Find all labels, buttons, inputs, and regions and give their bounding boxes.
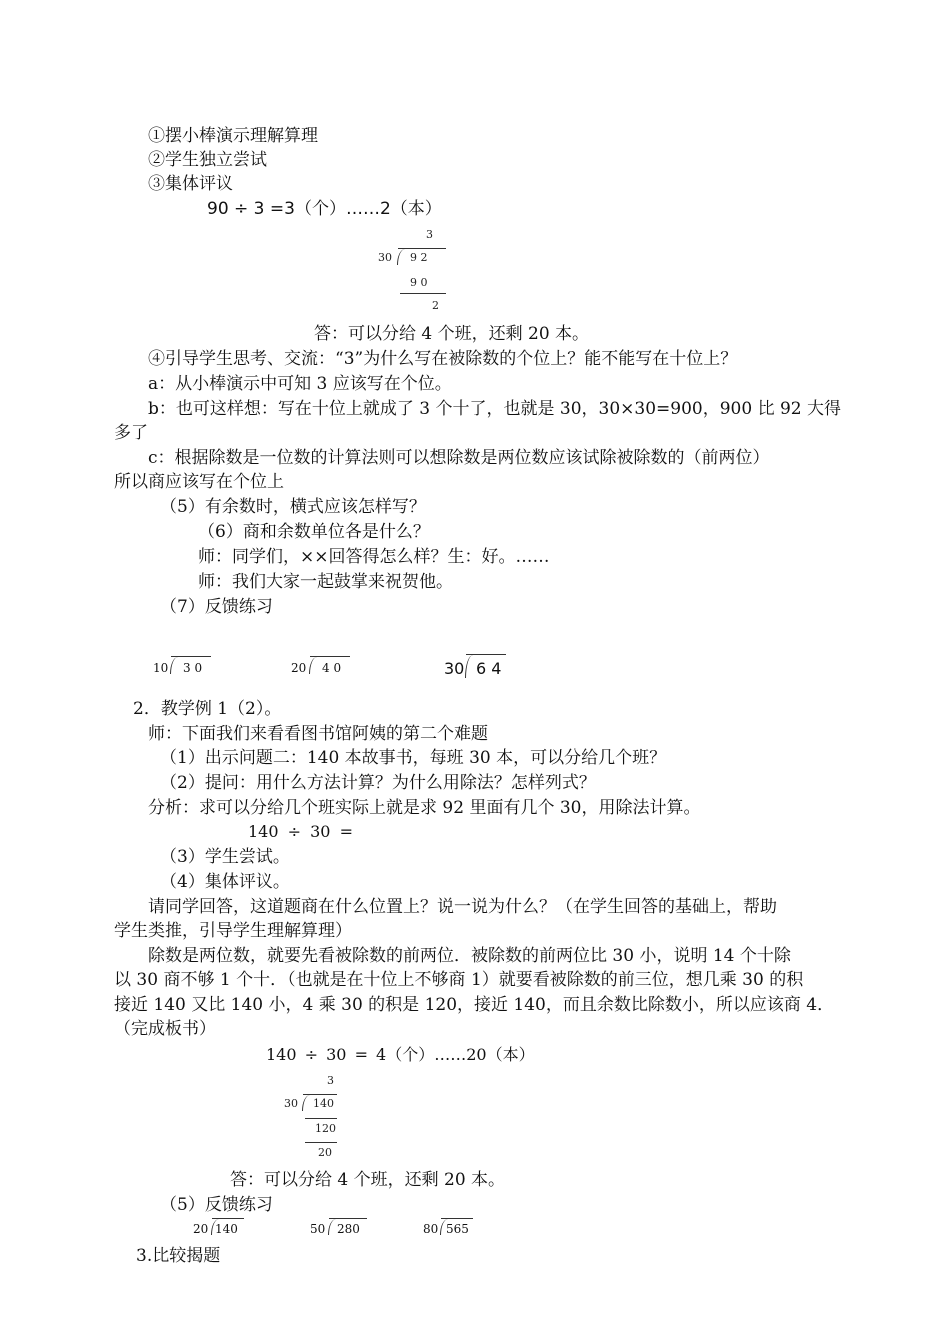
exercise-divisor: 20	[291, 661, 307, 675]
text-line: （7）反馈练习	[160, 597, 273, 617]
quotient: 3	[426, 228, 433, 241]
subtraction-line	[305, 1142, 337, 1143]
text-line: （2）提问：用什么方法计算？为什么用除法？怎样列式？	[160, 773, 596, 793]
text-line: ④引导学生思考、交流：“3”为什么写在被除数的个位上？能不能写在十位上？	[148, 349, 738, 369]
text-line: 师：同学们，××回答得怎么样？生：好。……	[198, 547, 550, 567]
vinculum	[303, 1094, 337, 1095]
equation: 140 ÷ 30 = 4（个）……20（本）	[266, 1045, 535, 1064]
exercise-dividend: 280	[337, 1222, 360, 1236]
division-bracket	[170, 657, 179, 674]
remainder: 20	[318, 1146, 332, 1159]
vinculum	[398, 248, 446, 249]
division-bracket	[397, 249, 406, 265]
exercise-dividend: 6 4	[476, 659, 502, 678]
exercise-divisor: 20	[193, 1222, 209, 1236]
remainder: 2	[432, 299, 439, 312]
division-bracket	[309, 657, 318, 674]
vinculum	[441, 1218, 473, 1219]
divisor: 30	[378, 251, 392, 264]
text-line: （3）学生尝试。	[160, 847, 290, 867]
text-line: a：从小棒演示中可知 3 应该写在个位。	[148, 374, 452, 394]
subtraction-line	[305, 1118, 337, 1119]
equation: 90 ÷ 3 =3（个）……2（本）	[207, 199, 442, 219]
quotient: 3	[327, 1074, 334, 1087]
exercise-divisor: 80	[423, 1222, 439, 1236]
dividend: 140	[313, 1097, 334, 1110]
exercise-dividend: 140	[215, 1222, 238, 1236]
section-heading: 3.比较揭题	[136, 1246, 221, 1266]
text-line: 学生类推，引导学生理解算理）	[114, 921, 352, 941]
exercise-dividend: 3 0	[183, 661, 203, 675]
text-line: （5）有余数时，横式应该怎样写？	[160, 497, 426, 517]
equation: 140 ÷ 30 =	[248, 822, 353, 841]
dividend: 9 2	[410, 251, 428, 264]
text-line: （6）商和余数单位各是什么？	[198, 522, 430, 542]
answer: 答：可以分给 4 个班，还剩 20 本。	[314, 324, 590, 344]
section-heading: 2．教学例 1（2）。	[133, 699, 282, 719]
text-line: 请同学回答，这道题商在什么位置上？说一说为什么？（在学生回答的基础上，帮助	[148, 897, 777, 917]
division-bracket	[465, 655, 474, 678]
text-line: 所以商应该写在个位上	[114, 472, 284, 492]
vinculum	[466, 654, 506, 655]
divisor: 30	[284, 1097, 298, 1110]
text-line: 分析：求可以分给几个班实际上就是求 92 里面有几个 30，用除法计算。	[148, 798, 701, 818]
subtraction-line	[400, 293, 446, 294]
text-line: （5）反馈练习	[160, 1195, 273, 1215]
exercise-dividend: 4 0	[322, 661, 342, 675]
vinculum	[212, 1218, 244, 1219]
text-line: 除数是两位数，就要先看被除数的前两位．被除数的前两位比 30 小，说明 14 个十除	[148, 946, 791, 966]
text-line: （4）集体评议。	[160, 872, 290, 892]
exercise-dividend: 565	[446, 1222, 469, 1236]
text-line: 师：我们大家一起鼓掌来祝贺他。	[198, 572, 453, 592]
text-line: 以 30 商不够 1 个十．（也就是在十位上不够商 1）就要看被除数的前三位，想几乘 30 的积	[114, 970, 804, 990]
product: 120	[315, 1122, 336, 1135]
exercise-divisor: 10	[153, 661, 169, 675]
step-line: ①摆小棒演示理解算理	[148, 126, 318, 146]
exercise-divisor: 30	[444, 659, 465, 678]
text-line: （1）出示问题二：140 本故事书，每班 30 本，可以分给几个班？	[160, 748, 667, 768]
vinculum	[171, 656, 211, 657]
text-line: 师：下面我们来看看图书馆阿姨的第二个难题	[148, 724, 488, 744]
text-line: 接近 140 又比 140 小，4 乘 30 的积是 120，接近 140，而且余数比除数小，所以应该商 4．	[114, 995, 835, 1015]
step-line: ②学生独立尝试	[148, 150, 267, 170]
answer: 答：可以分给 4 个班，还剩 20 本。	[230, 1170, 506, 1190]
text-line: 多了	[114, 423, 148, 443]
text-line: b：也可这样想：写在十位上就成了 3 个十了，也就是 30，30×30=900，900 比 92 大得	[148, 399, 842, 419]
vinculum	[329, 1218, 367, 1219]
text-line: c：根据除数是一位数的计算法则可以想除数是两位数应该试除被除数的（前两位）	[148, 448, 770, 468]
division-bracket	[328, 1219, 337, 1235]
division-bracket	[302, 1095, 311, 1111]
exercise-divisor: 50	[310, 1222, 326, 1236]
vinculum	[310, 656, 350, 657]
product: 9 0	[410, 276, 428, 289]
text-line: （完成板书）	[114, 1019, 216, 1039]
step-line: ③集体评议	[148, 174, 233, 194]
